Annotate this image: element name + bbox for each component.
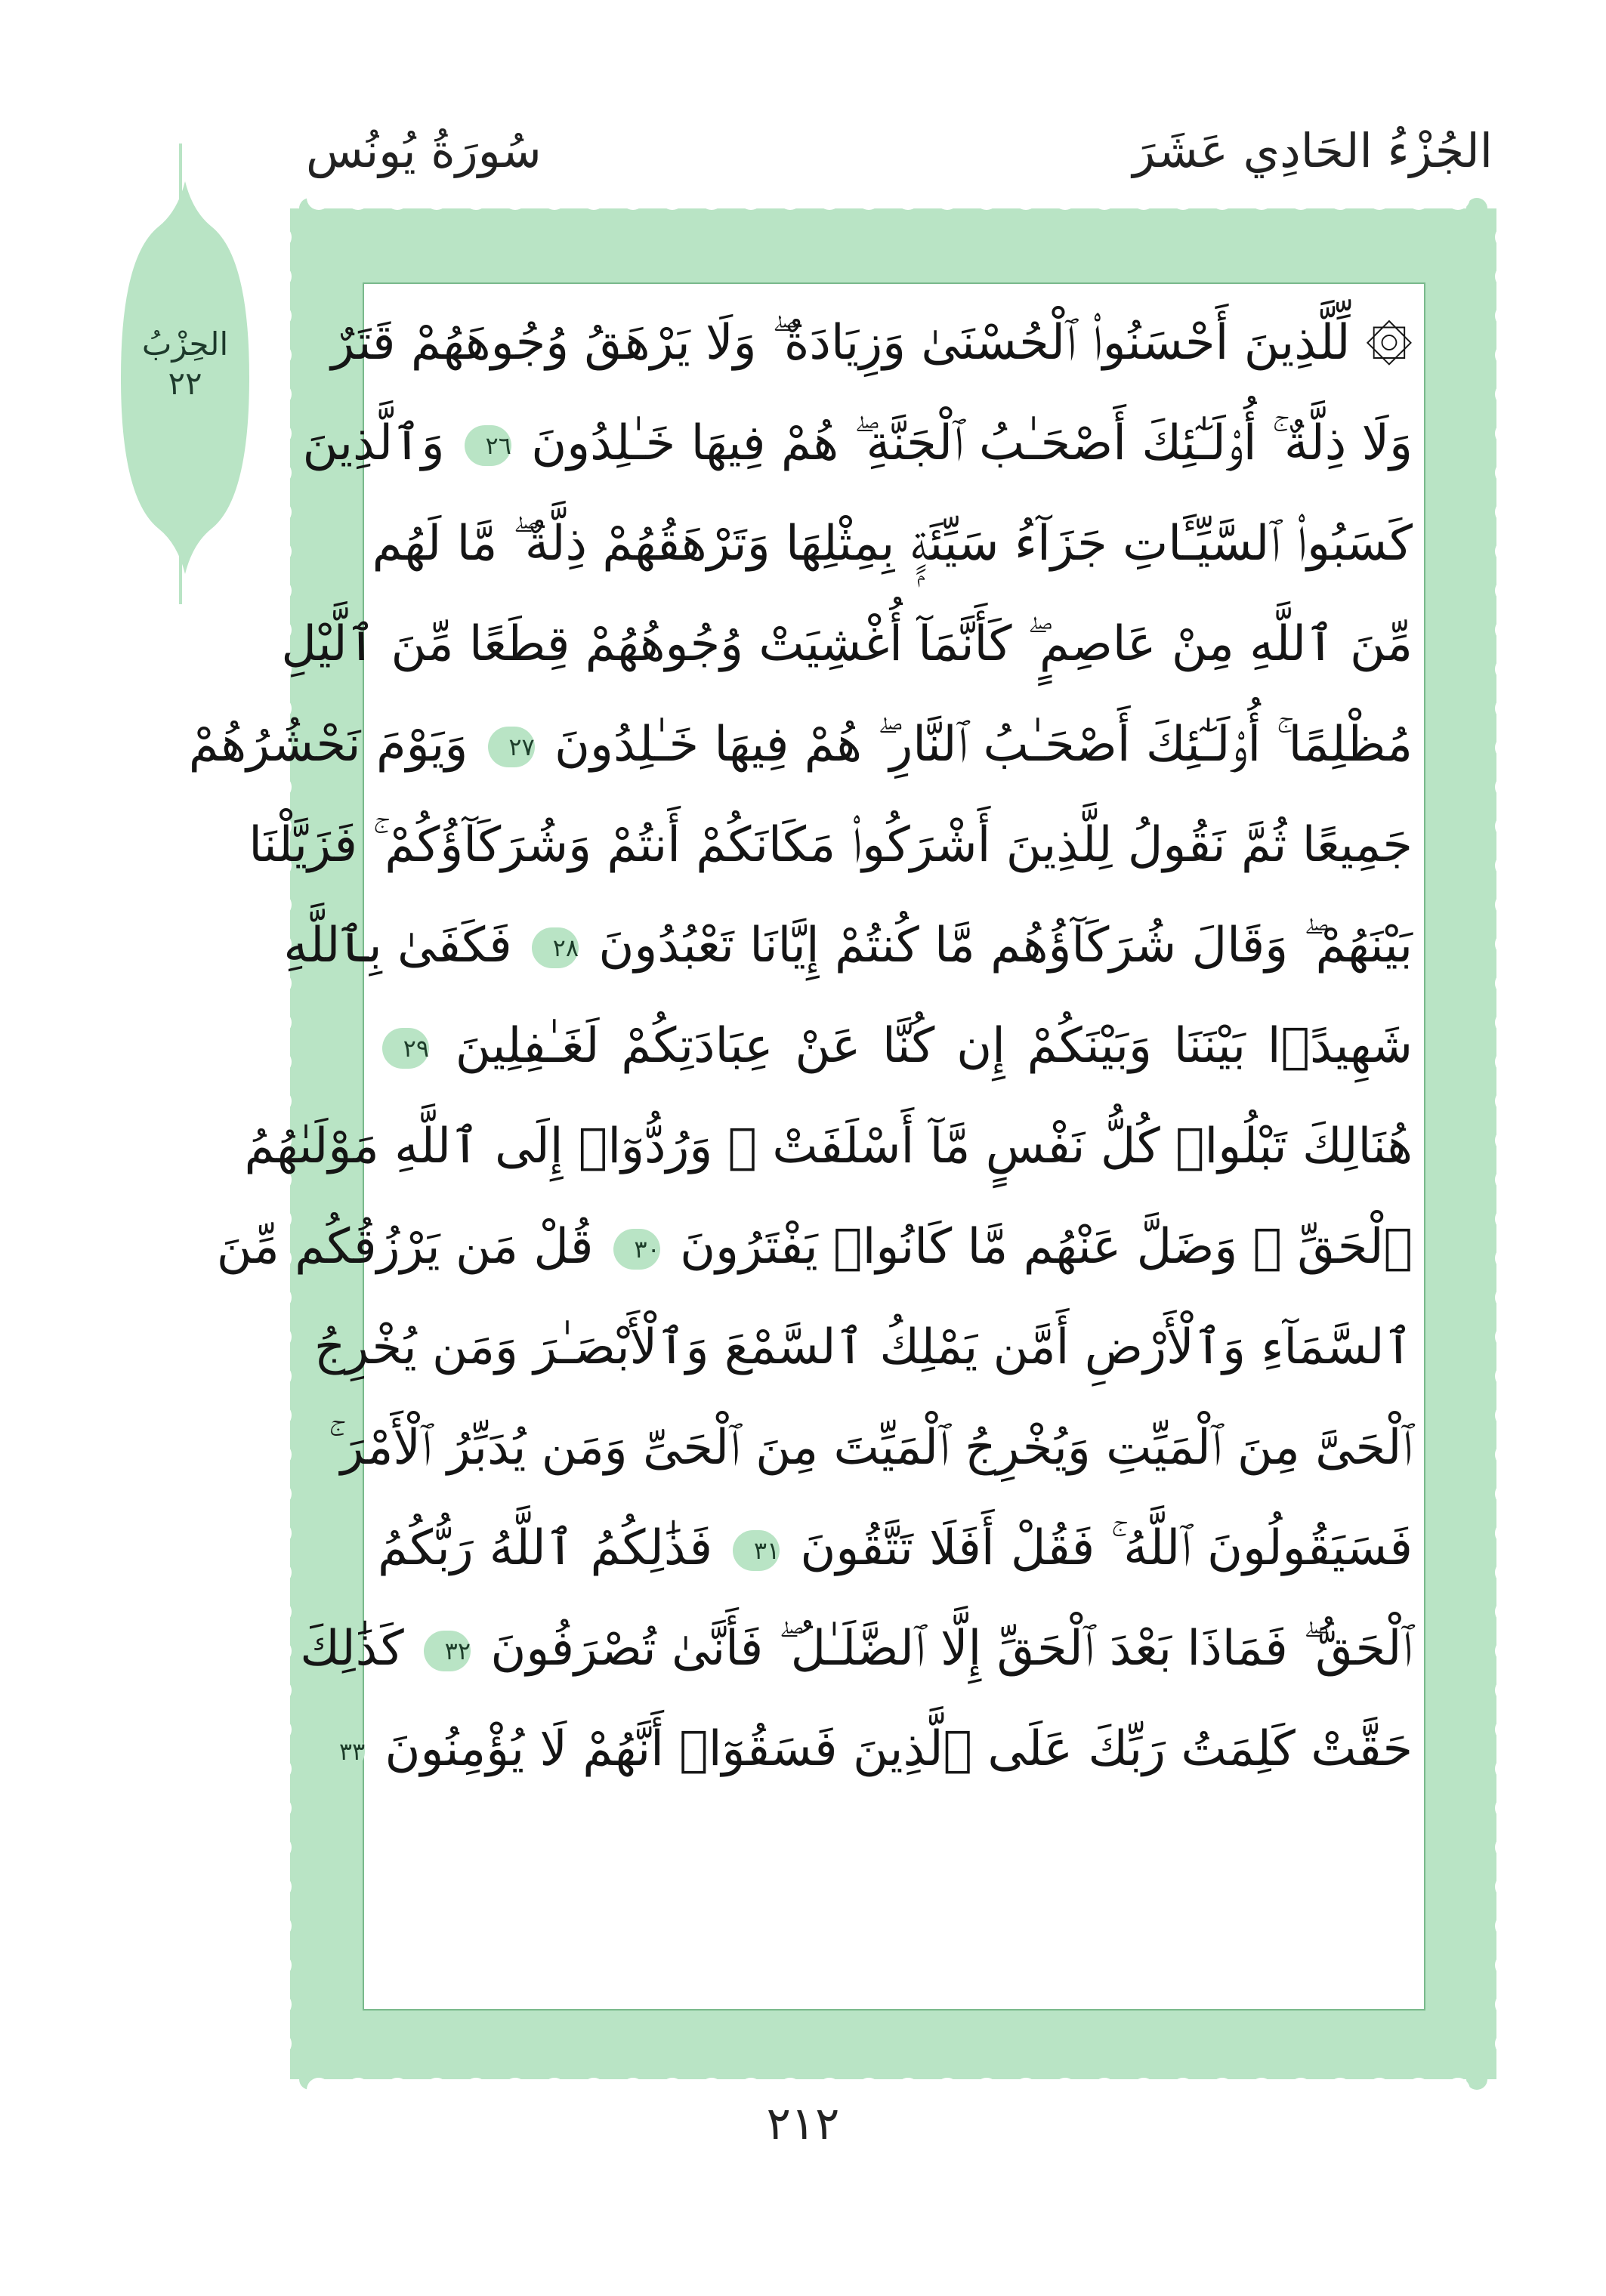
frame-scallop — [778, 2078, 802, 2090]
verse-text: مُظْلِمًا ۚ أُو۟لَـٰٓئِكَ أَصْحَـٰبُ ٱلنَّارِ ۖ هُمْ فِيهَا خَـٰلِدُونَ — [554, 717, 1413, 773]
frame-scallop — [1495, 225, 1507, 249]
frame-scallop — [503, 198, 527, 210]
frame-scallop — [1328, 198, 1352, 210]
frame-scallop — [1495, 579, 1507, 603]
ayah-number-marker: ٣٠ — [613, 1229, 660, 1270]
frame-scallop — [896, 2078, 920, 2090]
ayah-number-marker: ٢٩ — [382, 1028, 429, 1069]
frame-scallop — [1495, 971, 1507, 995]
frame-scallop — [1495, 1875, 1507, 1899]
frame-scallop — [1495, 1403, 1507, 1427]
ayah-number-marker: ٢٨ — [532, 927, 579, 968]
frame-scallop — [817, 198, 842, 210]
frame-scallop — [1495, 264, 1507, 289]
frame-scallop — [739, 2078, 763, 2090]
verse-line — [300, 1599, 1413, 1699]
verse-text: ٱلسَّمَآءِ وَٱلْأَرْضِ أَمَّن يَمْلِكُ ٱلسَّمْعَ وَٱلْأَبْصَـٰرَ وَمَن يُخْرِجُ — [313, 1319, 1413, 1375]
frame-scallop — [280, 1796, 292, 1820]
frame-scallop — [425, 198, 449, 210]
frame-scallop — [280, 304, 292, 328]
frame-scallop — [280, 421, 292, 446]
verse-text-continued: كَذَٰلِكَ — [300, 1621, 404, 1677]
frame-scallop — [346, 198, 370, 210]
frame-scallop — [1495, 1482, 1507, 1506]
frame-scallop — [1171, 2078, 1195, 2090]
verse-text: وَلَا ذِلَّةٌ ۚ أُو۟لَـٰٓئِكَ أَصْحَـٰبُ ٱلْجَنَّةِ ۖ هُمْ فِيهَا خَـٰلِدُونَ — [531, 415, 1413, 471]
frame-scallop — [280, 1953, 292, 1977]
frame-scallop — [660, 2078, 684, 2090]
frame-scallop — [1495, 1600, 1507, 1624]
frame-scallop — [1495, 775, 1507, 799]
frame-scallop — [1495, 618, 1507, 642]
frame-scallop — [280, 1560, 292, 1585]
frame-scallop — [1495, 1011, 1507, 1035]
ayah-number-marker: ٣٢ — [424, 1631, 471, 1671]
frame-scallop — [1495, 657, 1507, 681]
frame-scallop — [280, 1521, 292, 1545]
frame-scallop — [1495, 736, 1507, 760]
frame-scallop — [1495, 461, 1507, 485]
verse-line — [281, 594, 1413, 695]
frame-scallop — [857, 198, 881, 210]
frame-scallop — [1495, 1835, 1507, 1859]
frame-scallop — [974, 198, 999, 210]
frame-scallop — [1495, 1639, 1507, 1663]
frame-scallop — [1132, 198, 1156, 210]
verse-line — [283, 896, 1413, 996]
frame-scallop — [280, 2032, 292, 2056]
frame-scallop — [1495, 696, 1507, 721]
frame-scallop — [1289, 2078, 1313, 2090]
frame-scallop — [1495, 304, 1507, 328]
juz-title: الجُزْءُ الحَادِي عَشَرَ — [1132, 123, 1493, 178]
frame-scallop — [1053, 2078, 1077, 2090]
verse-text: شَهِيدًۢا بَيْنَنَا وَبَيْنَكُمْ إِن كُنَّا عَنْ عِبَادَتِكُمْ لَغَـٰفِلِينَ — [455, 1018, 1413, 1074]
frame-scallop — [542, 198, 567, 210]
frame-scallop — [896, 198, 920, 210]
surah-title: سُورَةُ يُونُس — [306, 123, 542, 178]
frame-scallop — [280, 1403, 292, 1427]
frame-scallop — [280, 225, 292, 249]
frame-scallop — [1495, 1914, 1507, 1938]
frame-scallop — [700, 2078, 724, 2090]
ayah-number-marker: ٣١ — [733, 1530, 780, 1571]
verse-line — [372, 494, 1413, 594]
frame-scallop — [1495, 1678, 1507, 1702]
verse-text: ٱلْحَقِّ ۖ وَضَلَّ عَنْهُم مَّا كَانُوا۟ يَفْتَرُونَ — [680, 1219, 1413, 1275]
verses-block — [188, 293, 1413, 2000]
frame-scallop — [1210, 2078, 1234, 2090]
verse-line — [378, 996, 1413, 1097]
frame-scallop — [280, 1835, 292, 1859]
frame-scallop — [1132, 2078, 1156, 2090]
verse-line — [378, 1498, 1413, 1599]
frame-scallop — [280, 343, 292, 367]
frame-scallop — [1014, 2078, 1038, 2090]
frame-scallop — [385, 198, 409, 210]
verse-line — [216, 1197, 1413, 1298]
hizb-word: الحِزْبُ — [141, 326, 229, 363]
frame-scallop — [1495, 1796, 1507, 1820]
page-number: ٢١٢ — [766, 2097, 840, 2150]
verse-text: حَقَّتْ كَلِمَتُ رَبِّكَ عَلَى ٱلَّذِينَ فَسَقُوٓا۟ أَنَّهُمْ لَا يُؤْمِنُونَ — [385, 1721, 1413, 1777]
frame-scallop — [280, 1011, 292, 1035]
frame-scallop — [280, 1717, 292, 1742]
frame-scallop — [1495, 853, 1507, 878]
verse-text-continued: فَكَفَىٰ بِٱللَّهِ — [283, 918, 512, 974]
frame-scallop — [935, 2078, 959, 2090]
verse-text: مِّنَ ٱللَّهِ مِنْ عَاصِمٍ ۖ كَأَنَّمَآ أُغْشِيَتْ وُجُوهُهُمْ قِطَعًا مِّنَ ٱلَّيْلِ — [281, 616, 1413, 672]
frame-scallop — [1328, 2078, 1352, 2090]
frame-scallop — [280, 539, 292, 563]
frame-scallop — [280, 461, 292, 485]
frame-scallop — [280, 1600, 292, 1624]
frame-scallop — [1495, 1757, 1507, 1781]
frame-scallop — [621, 198, 645, 210]
frame-scallop — [1495, 1560, 1507, 1585]
frame-scallop — [280, 1325, 292, 1349]
frame-scallop — [1495, 814, 1507, 838]
hizb-number: ٢٢ — [168, 365, 202, 402]
frame-scallop — [1495, 1207, 1507, 1231]
verse-text-continued: قُلْ مَن يَرْزُقُكُم مِّنَ — [216, 1219, 594, 1275]
frame-scallop — [1210, 198, 1234, 210]
verse-line — [328, 1398, 1413, 1498]
frame-scallop — [1495, 1953, 1507, 1977]
frame-scallop — [1171, 198, 1195, 210]
frame-scallop — [346, 2078, 370, 2090]
frame-scallop — [1495, 1285, 1507, 1310]
frame-scallop — [1495, 382, 1507, 406]
frame-scallop — [1495, 500, 1507, 524]
frame-scallop — [280, 1482, 292, 1506]
frame-scallop — [1495, 1717, 1507, 1742]
frame-scallop — [739, 198, 763, 210]
frame-scallop — [425, 2078, 449, 2090]
frame-scallop — [464, 198, 488, 210]
hizb-label — [121, 325, 249, 403]
frame-scallop — [1367, 2078, 1391, 2090]
frame-scallop — [1495, 1128, 1507, 1153]
frame-scallop — [503, 2078, 527, 2090]
frame-scallop — [1495, 1521, 1507, 1545]
verse-line — [244, 1097, 1413, 1197]
verse-text: بَيْنَهُمْ ۖ وَقَالَ شُرَكَآؤُهُم مَّا كُنتُمْ إِيَّانَا تَعْبُدُونَ — [598, 918, 1413, 974]
frame-scallop — [280, 1639, 292, 1663]
frame-scallop — [280, 1443, 292, 1467]
frame-scallop — [1495, 1325, 1507, 1349]
frame-scallop — [660, 198, 684, 210]
verse-text: هُنَالِكَ تَبْلُوا۟ كُلُّ نَفْسٍ مَّآ أَسْلَفَتْ ۚ وَرُدُّوٓا۟ إِلَى ٱللَّهِ مَوْلَىٰهُمُ — [244, 1119, 1413, 1174]
verse-text: جَمِيعًا ثُمَّ نَقُولُ لِلَّذِينَ أَشْرَكُوا۟ مَكَانَكُمْ أَنتُمْ وَشُرَكَآؤُكُمْ ۚ فَزَيَّلْنَا — [249, 817, 1413, 873]
frame-scallop — [280, 382, 292, 406]
frame-scallop — [1495, 421, 1507, 446]
verse-text: ٱلْحَقُّ ۖ فَمَاذَا بَعْدَ ٱلْحَقِّ إِلَّا ٱلضَّلَـٰلُ ۖ فَأَنَّىٰ تُصْرَفُونَ — [490, 1621, 1413, 1677]
frame-scallop — [582, 2078, 606, 2090]
frame-scallop — [280, 1914, 292, 1938]
frame-scallop — [1495, 893, 1507, 917]
frame-scallop — [778, 198, 802, 210]
frame-scallop — [935, 198, 959, 210]
frame-scallop — [385, 2078, 409, 2090]
frame-scallop — [1495, 1246, 1507, 1270]
frame-scallop — [1249, 2078, 1274, 2090]
frame-scallop — [1495, 1443, 1507, 1467]
verse-line — [313, 1298, 1413, 1398]
frame-scallop — [280, 1364, 292, 1388]
frame-scallop — [1495, 1992, 1507, 2017]
frame-scallop — [817, 2078, 842, 2090]
frame-scallop — [1495, 932, 1507, 956]
frame-scallop — [1495, 1168, 1507, 1192]
frame-scallop — [1407, 198, 1431, 210]
frame-scallop — [1367, 198, 1391, 210]
ayah-number-marker: ٢٦ — [465, 425, 511, 466]
ayah-number-marker: ٢٧ — [488, 727, 535, 767]
frame-scallop — [280, 1875, 292, 1899]
frame-scallop — [280, 264, 292, 289]
frame-scallop — [280, 1992, 292, 2017]
frame-scallop — [1495, 2032, 1507, 2056]
frame-scallop — [280, 500, 292, 524]
frame-scallop — [280, 1050, 292, 1074]
frame-scallop — [1495, 1364, 1507, 1388]
frame-scallop — [857, 2078, 881, 2090]
verse-text: ۞ لِّلَّذِينَ أَحْسَنُوا۟ ٱلْحُسْنَىٰ وَزِيَادَةٌ ۖ وَلَا يَرْهَقُ وُجُوهَهُمْ قَتَرٌ — [331, 315, 1413, 371]
verse-text-continued: وَيَوْمَ نَحْشُرُهُمْ — [188, 717, 468, 773]
verse-text: فَسَيَقُولُونَ ٱللَّهُ ۚ فَقُلْ أَفَلَا تَتَّقُونَ — [800, 1520, 1413, 1576]
frame-scallop — [974, 2078, 999, 2090]
frame-scallop — [621, 2078, 645, 2090]
frame-scallop — [1092, 2078, 1116, 2090]
verse-text: كَسَبُوا۟ ٱلسَّيِّـَٔاتِ جَزَآءُ سَيِّئَةٍۭ بِمِثْلِهَا وَتَرْهَقُهُمْ ذِلَّةٌ ۖ مَّا لَهُم — [372, 516, 1413, 572]
verse-line — [331, 293, 1413, 393]
frame-scallop — [542, 2078, 567, 2090]
verse-text: ٱلْحَىَّ مِنَ ٱلْمَيِّتِ وَيُخْرِجُ ٱلْمَيِّتَ مِنَ ٱلْحَىِّ وَمَن يُدَبِّرُ ٱلْأَمْرَ ۚ — [328, 1420, 1413, 1476]
verse-line — [302, 393, 1413, 494]
ayah-number-marker: ٣٣ — [318, 1731, 365, 1772]
verse-text-continued: وَٱلَّذِينَ — [302, 415, 445, 471]
frame-scallop — [1495, 539, 1507, 563]
frame-scallop — [1495, 1050, 1507, 1074]
frame-scallop — [464, 2078, 488, 2090]
verse-text-continued: فَذَٰلِكُمُ ٱللَّهُ رَبُّكُمُ — [378, 1520, 713, 1576]
frame-scallop — [280, 1678, 292, 1702]
verse-line — [338, 1699, 1413, 1800]
frame-scallop — [1014, 198, 1038, 210]
frame-scallop — [1092, 198, 1116, 210]
frame-scallop — [1495, 343, 1507, 367]
frame-scallop — [280, 1757, 292, 1781]
verse-line — [188, 695, 1413, 795]
frame-scallop — [1249, 198, 1274, 210]
frame-scallop — [1053, 198, 1077, 210]
verse-line — [249, 795, 1413, 896]
frame-scallop — [1289, 198, 1313, 210]
frame-scallop — [700, 198, 724, 210]
frame-scallop — [1407, 2078, 1431, 2090]
frame-scallop — [582, 198, 606, 210]
frame-scallop — [1495, 1089, 1507, 1113]
